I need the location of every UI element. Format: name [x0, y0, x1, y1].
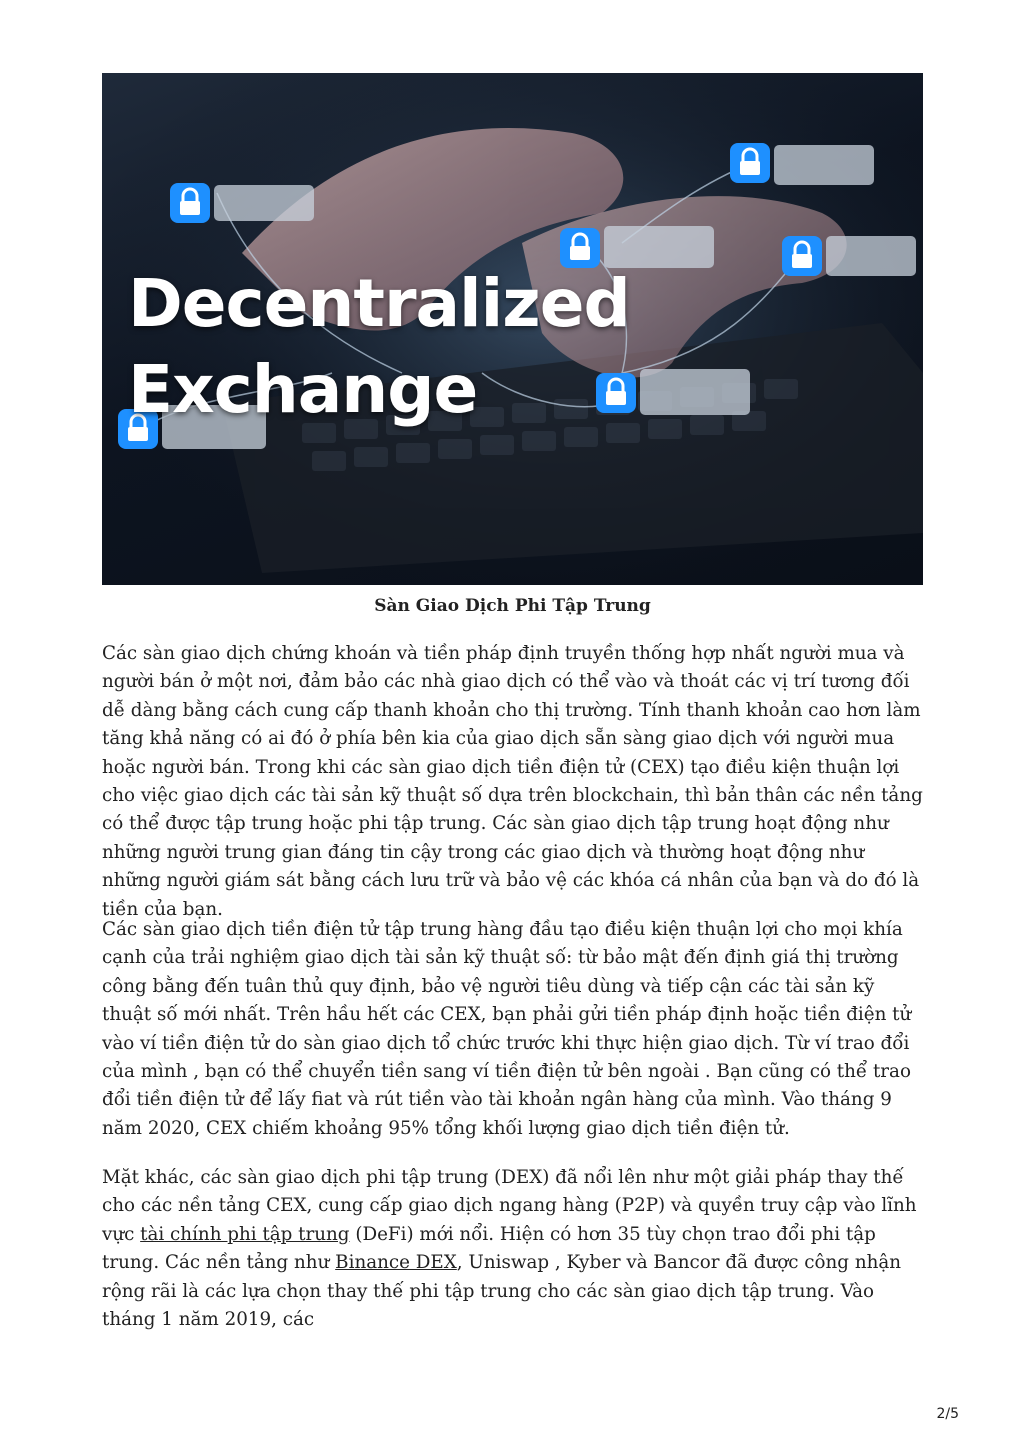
- paragraph-text: , Uniswap , Kyber và Bancor đã được công nhận rộng rãi là các lựa chọn thay thế phi tập trung cho các sàn giao dịch tập trung. Vào tháng 1 năm 2019, các: [102, 1252, 902, 1331]
- paragraph: Các sàn giao dịch chứng khoán và tiền pháp định truyền thống hợp nhất người mua và người bán ở một nơi, đảm bảo các nhà giao dịch có thể vào và thoát các vị trí tương đối dễ dàng bằng cách cung cấp thanh khoản cho thị trường. Tính thanh khoản cao hơn làm tăng khả năng có ai đó ở phía bên kia của giao dịch sẵn sàng giao dịch với người mua hoặc người bán. Trong khi các sàn giao dịch tiền điện tử (CEX) tạo điều kiện thuận lợi cho việc giao dịch các tài sản kỹ thuật số dựa trên blockchain, thì bản thân các nền tảng có thể được tập trung hoặc phi tập trung. Các sàn giao dịch tập trung hoạt động như những người trung gian đáng tin cậy trong các giao dịch và thường hoạt động như những người giám sát bằng cách lưu trữ và bảo vệ các khóa cá nhân của bạn và do đó là tiền của bạn.: [102, 643, 923, 920]
- hero-title-line: Decentralized: [128, 265, 630, 342]
- paragraph: Các sàn giao dịch tiền điện tử tập trung hàng đầu tạo điều kiện thuận lợi cho mọi khía cạnh của trải nghiệm giao dịch tài sản kỹ thuật số: từ bảo mật đến định giá thị trường công bằng đến tuân thủ quy định, bảo vệ người tiêu dùng và tiếp cận các tài sản kỹ thuật số mới nhất. Trên hầu hết các CEX, bạn phải gửi tiền pháp định hoặc tiền điện tử vào ví tiền điện tử do sàn giao dịch tổ chức trước khi thực hiện giao dịch. Từ ví trao đổi của mình , bạn có thể chuyển tiền sang ví tiền điện tử bên ngoài . Bạn cũng có thể trao đổi tiền điện tử để lấy fiat và rút tiền vào tài khoản ngân hàng của mình. Vào tháng 9 năm 2020, CEX chiếm khoảng 95% tổng khối lượng giao dịch tiền điện tử.: [102, 919, 912, 1139]
- paragraph: [102, 1164, 924, 1334]
- paragraph-text: (DeFi) mới nổi. Hiện có hơn 35 tùy chọn trao đổi phi tập trung. Các nền tảng như: [102, 1223, 876, 1274]
- binance-dex-link[interactable]: Binance DEX: [335, 1252, 457, 1274]
- hero-image: [102, 73, 923, 585]
- hero-title-line: Exchange: [128, 351, 478, 428]
- paragraph-text: Mặt khác, các sàn giao dịch phi tập trung (DEX) đã nổi lên như một giải pháp thay thế cho các nền tảng CEX, cung cấp giao dịch ngang hàng (P2P) và quyền truy cập vào lĩnh vực: [102, 1167, 917, 1245]
- lock-icon: [170, 183, 314, 223]
- lock-icon: [782, 236, 916, 276]
- lock-icon: [730, 143, 874, 185]
- hero-title: [128, 261, 630, 433]
- defi-link[interactable]: tài chính phi tập trung: [140, 1223, 350, 1245]
- page-number: 2/5: [936, 1406, 959, 1422]
- image-caption: Sàn Giao Dịch Phi Tập Trung: [374, 596, 651, 616]
